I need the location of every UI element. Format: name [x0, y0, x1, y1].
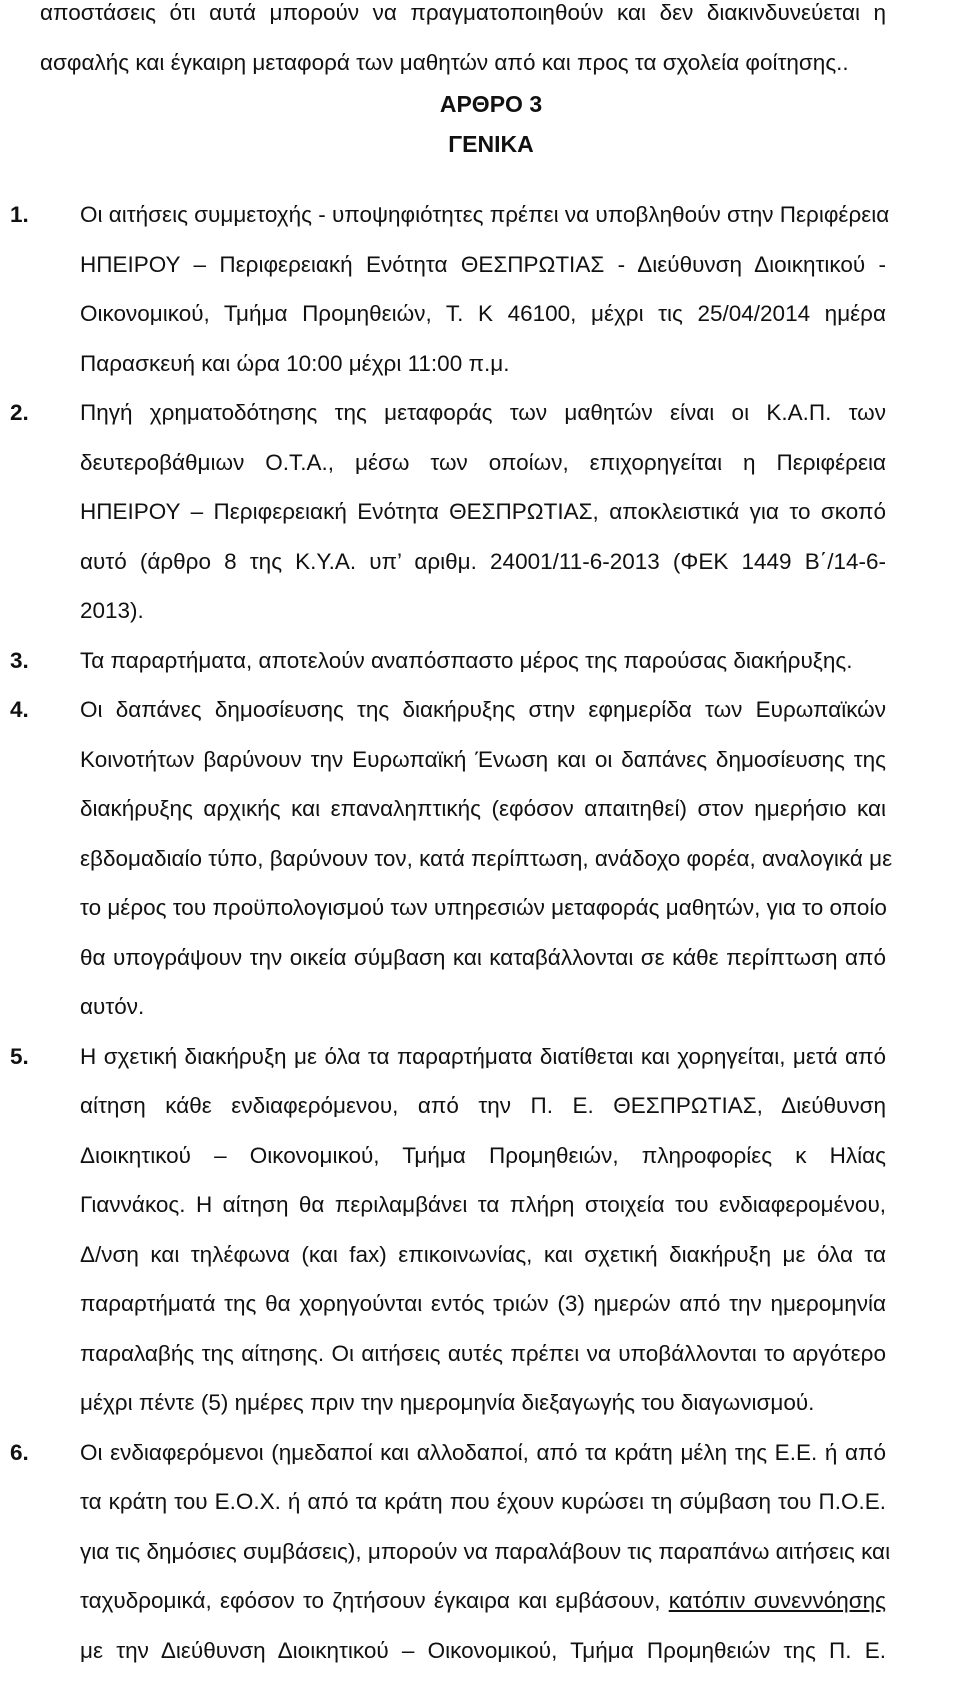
list-item-1 [10, 190, 890, 388]
list-item-6 [10, 1428, 891, 1676]
text-line: αίτηση κάθε ενδιαφερόμενου, από την Π. Ε. ΘΕΣΠΡΩΤΙΑΣ, Διεύθυνση [80, 1093, 886, 1118]
text-line: με την Διεύθυνση Διοικητικού – Οικονομικού, Τμήμα Προμηθειών της Π. Ε. [80, 1637, 886, 1663]
text-line: Διοικητικού – Οικονομικού, Τμήμα Προμηθειών, πληροφορίες κ Ηλίας [80, 1142, 886, 1168]
list-item-3 [10, 636, 886, 686]
text-line: τα κράτη του Ε.Ο.Χ. ή από τα κράτη που έχουν κυρώσει τη σύμβαση του Π.Ο.Ε. [80, 1489, 886, 1514]
text-line: Οι ενδιαφερόμενοι (ημεδαποί και αλλοδαποί, από τα κράτη μέλη της Ε.Ε. ή από [80, 1439, 886, 1465]
text-line: Παρασκευή και ώρα 10:00 μέχρι 11:00 π.μ. [80, 350, 510, 376]
text-line: δευτεροβάθμιων Ο.Τ.Α., μέσω των οποίων, επιχορηγείται η Περιφέρεια [80, 449, 886, 475]
text-line: παραλαβής της αίτησης. Οι αιτήσεις αυτές πρέπει να υποβάλλονται το αργότερο [80, 1340, 886, 1366]
text-line: Πηγή χρηματοδότησης της μεταφοράς των μαθητών είναι οι Κ.Α.Π. των [80, 400, 886, 425]
item-number: 5. [10, 1043, 29, 1069]
text-line: Γιαννάκος. Η αίτηση θα περιλαμβάνει τα πλήρη στοιχεία του ενδιαφερομένου, [80, 1192, 886, 1217]
text-line: αυτόν. [80, 994, 145, 1019]
item-number: 2. [10, 400, 29, 425]
item-number: 4. [10, 697, 29, 722]
text-line: Οικονομικού, Τμήμα Προμηθειών, Τ. Κ 46100, μέχρι τις 25/04/2014 ημέρα [80, 301, 886, 326]
text-line: Οι αιτήσεις συμμετοχής - υποψηφιότητες πρέπει να υποβληθούν στην Περιφέρεια [80, 202, 890, 227]
text-line: διακήρυξης αρχικής και επαναληπτικής (εφόσον απαιτηθεί) στον ημερήσιο και [80, 796, 886, 821]
item-number: 1. [10, 202, 29, 227]
text-line: αποστάσεις ότι αυτά μπορούν να πραγματοποιηθούν και δεν διακινδυνεύεται η [40, 0, 886, 25]
text-line: το μέρος του προϋπολογισμού των υπηρεσιών μεταφοράς μαθητών, για το οποίο [80, 895, 887, 920]
intro-paragraph [40, 0, 886, 87]
text-fragment: ταχυδρομικά, εφόσον το ζητήσουν έγκαιρα και εμβάσουν, [80, 1588, 661, 1613]
list-item-4 [10, 685, 893, 1032]
underlined-phrase: κατόπιν συνεννόησης [668, 1588, 886, 1613]
list-item-5 [10, 1032, 886, 1428]
section-title: ΓΕΝΙΚΑ [448, 131, 534, 157]
text-line: μέχρι πέντε (5) ημέρες πριν την ημερομηνία διεξαγωγής του διαγωνισμού. [80, 1390, 815, 1415]
text-line: για τις δημόσιες συμβάσεις), μπορούν να παραλάβουν τις παραπάνω αιτήσεις και [80, 1538, 891, 1564]
text-line: Οι δαπάνες δημοσίευσης της διακήρυξης στην εφημερίδα των Ευρωπαϊκών [80, 697, 886, 722]
text-line: παραρτήματά της θα χορηγούνται εντός τριών (3) ημερών από την ημερομηνία [80, 1291, 886, 1316]
item-number: 3. [10, 647, 29, 673]
text-line: ασφαλής και έγκαιρη μεταφορά των μαθητών από και προς τα σχολεία φοίτησης.. [40, 49, 849, 75]
text-line: αυτό (άρθρο 8 της Κ.Υ.Α. υπ’ αριθμ. 24001/11-6-2013 (ΦΕΚ 1449 Β΄/14-6- [80, 548, 886, 574]
numbered-list [10, 190, 893, 1675]
text-line-with-underline [80, 1576, 886, 1626]
list-item-2 [10, 388, 886, 636]
text-line: Δ/νση και τηλέφωνα (και fax) επικοινωνίας, και σχετική διακήρυξη με όλα τα [80, 1241, 886, 1267]
item-number: 6. [10, 1439, 29, 1465]
text-line: ΗΠΕΙΡΟΥ – Περιφερειακή Ενότητα ΘΕΣΠΡΩΤΙΑΣ - Διεύθυνση Διοικητικού - [80, 251, 886, 277]
text-line: εβδομαδιαίο τύπο, βαρύνουν τον, κατά περίπτωση, ανάδοχο φορέα, αναλογικά με [80, 845, 893, 871]
article-heading: ΑΡΘΡΟ 3 [439, 91, 543, 117]
text-line: 2013). [80, 598, 144, 623]
text-line: Κοινοτήτων βαρύνουν την Ευρωπαϊκή Ένωση και οι δαπάνες δημοσίευσης της [80, 746, 886, 772]
text-line: ΗΠΕΙΡΟΥ – Περιφερειακή Ενότητα ΘΕΣΠΡΩΤΙΑΣ, αποκλειστικά για το σκοπό [80, 499, 886, 524]
text-line: Η σχετική διακήρυξη με όλα τα παραρτήματα διατίθεται και χορηγείται, μετά από [80, 1043, 886, 1069]
text-line: Τα παραρτήματα, αποτελούν αναπόσπαστο μέρος της παρούσας διακήρυξης. [80, 647, 853, 673]
text-line: θα υπογράψουν την οικεία σύμβαση και καταβάλλονται σε κάθε περίπτωση από [80, 944, 886, 970]
